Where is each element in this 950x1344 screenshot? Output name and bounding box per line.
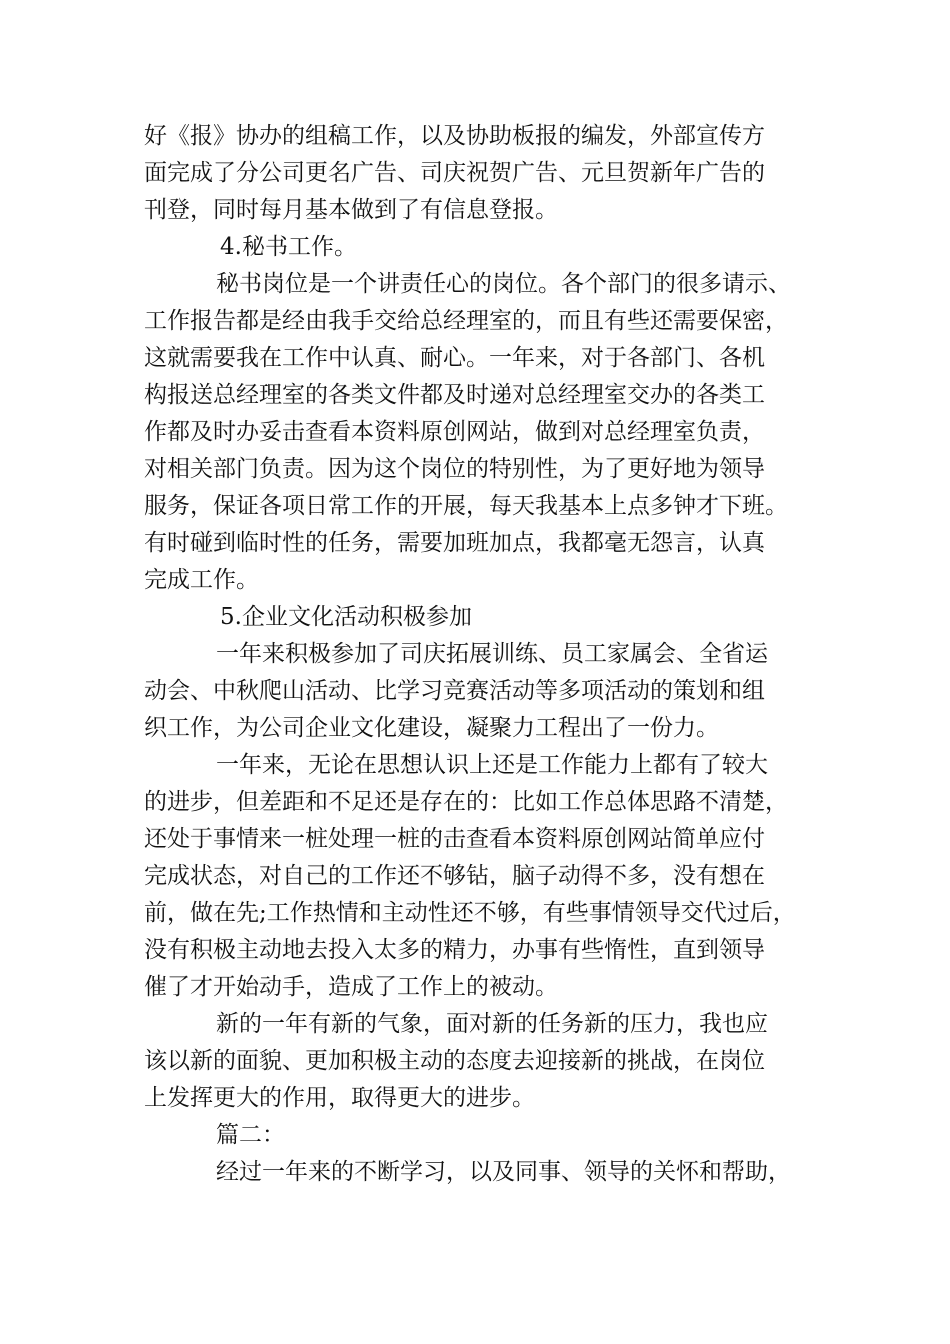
text-line: 前，做在先;工作热情和主动性还不够，有些事情领导交代过后，: [144, 900, 796, 926]
text-line: 完成状态，对自己的工作还不够钻，脑子动得不多，没有想在: [144, 863, 765, 889]
text-line: 的进步，但差距和不足还是存在的：比如工作总体思路不清楚，: [144, 789, 788, 815]
text-line: 一年来积极参加了司庆拓展训练、员工家属会、全省运: [216, 641, 768, 667]
text-line: 秘书岗位是一个讲责任心的岗位。各个部门的很多请示、: [216, 271, 791, 297]
text-line: 还处于事情来一桩处理一桩的击查看本资料原创网站简单应付: [144, 826, 765, 852]
text-line: 构报送总经理室的各类文件都及时递对总经理室交办的各类工: [144, 382, 765, 408]
section-heading: 5.企业文化活动积极参加: [220, 604, 472, 630]
text-line: 上发挥更大的作用，取得更大的进步。: [144, 1085, 535, 1111]
text-line: 该以新的面貌、更加积极主动的态度去迎接新的挑战，在岗位: [144, 1048, 765, 1074]
text-line: 动会、中秋爬山活动、比学习竞赛活动等多项活动的策划和组: [144, 678, 765, 704]
text-line: 织工作，为公司企业文化建设，凝聚力工程出了一份力。: [144, 715, 719, 741]
text-line: 刊登，同时每月基本做到了有信息登报。: [144, 197, 558, 223]
text-line: 这就需要我在工作中认真、耐心。一年来，对于各部门、各机: [144, 345, 765, 371]
document-page: [144, 118, 824, 1191]
text-line: 经过一年来的不断学习，以及同事、领导的关怀和帮助，: [216, 1159, 791, 1185]
text-line: 面完成了分公司更名广告、司庆祝贺广告、元旦贺新年广告的: [144, 160, 765, 186]
text-line: 一年来，无论在思想认识上还是工作能力上都有了较大: [216, 752, 768, 778]
text-line: 对相关部门负责。因为这个岗位的特别性，为了更好地为领导: [144, 456, 765, 482]
text-line: 作都及时办妥击查看本资料原创网站，做到对总经理室负责，: [144, 419, 765, 445]
text-line: 催了才开始动手，造成了工作上的被动。: [144, 974, 558, 1000]
text-line: 有时碰到临时性的任务，需要加班加点，我都毫无怨言，认真: [144, 530, 765, 556]
text-line: 没有积极主动地去投入太多的精力，办事有些惰性，直到领导: [144, 937, 765, 963]
text-line: 完成工作。: [144, 567, 259, 593]
text-line: 篇二：: [216, 1122, 285, 1148]
text-line: 工作报告都是经由我手交给总经理室的，而且有些还需要保密，: [144, 308, 788, 334]
text-line: 服务，保证各项日常工作的开展，每天我基本上点多钟才下班。: [144, 493, 788, 519]
text-line: 新的一年有新的气象，面对新的任务新的压力，我也应: [216, 1011, 768, 1037]
section-heading: 4.秘书工作。: [220, 234, 357, 260]
text-line: 好《报》协办的组稿工作，以及协助板报的编发，外部宣传方: [144, 123, 765, 149]
